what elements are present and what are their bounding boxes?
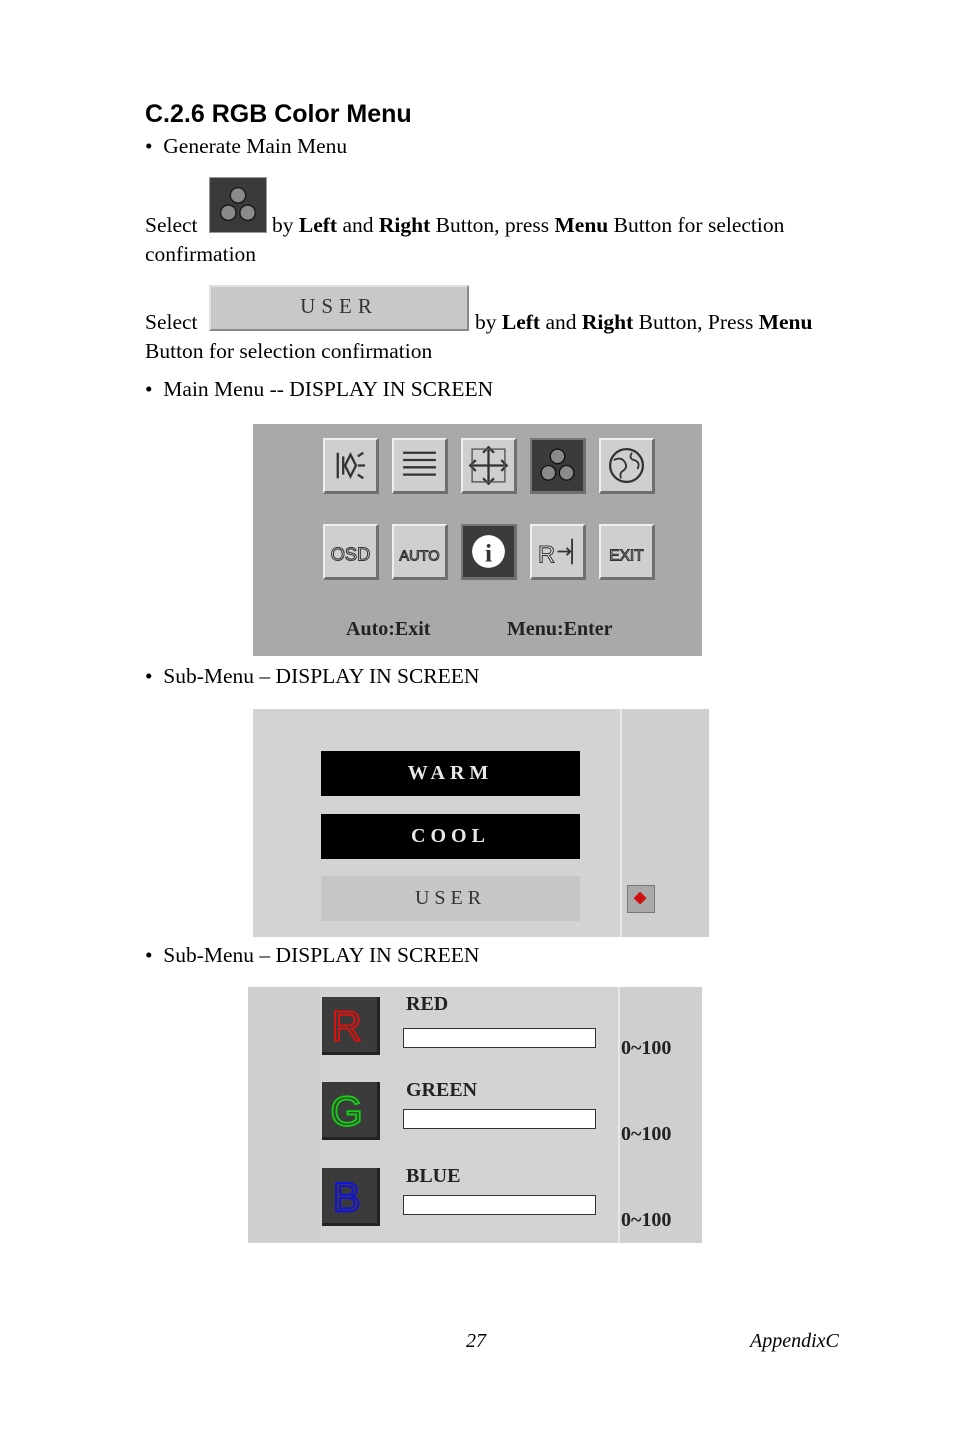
color-temperature-submenu — [253, 709, 707, 937]
word-right: Right — [378, 213, 431, 237]
info-icon — [461, 524, 517, 580]
bullet-text: Sub-Menu – DISPLAY IN SCREEN — [163, 943, 480, 967]
appendix-label: AppendixC — [750, 1330, 839, 1352]
green-label: GREEN — [406, 1079, 478, 1101]
contrast-lines-icon — [392, 438, 448, 494]
bullet-mark: • — [145, 377, 153, 401]
word-left: Left — [501, 310, 541, 334]
blue-channel-letter: B — [332, 1173, 361, 1221]
osd-icon-text: OSD — [330, 544, 371, 565]
blue-level-bar — [403, 1195, 596, 1215]
word-menu: Menu — [554, 213, 609, 237]
word-button-press: Button, press — [435, 213, 550, 237]
user-button-image: USER — [209, 285, 469, 331]
bullet-mark: • — [145, 134, 153, 158]
input-recall-icon — [530, 524, 586, 580]
bullet-main-menu — [145, 377, 493, 402]
word-button-for-selection: Button for selection — [613, 213, 785, 237]
green-channel-icon — [322, 1082, 380, 1140]
red-level-bar — [403, 1028, 596, 1048]
word-right: Right — [581, 310, 634, 334]
word-by: by — [475, 310, 497, 334]
bullet-mark: • — [145, 943, 153, 967]
instruction1-word-select: Select — [145, 213, 198, 237]
auto-icon — [392, 524, 448, 580]
green-channel-letter: G — [330, 1087, 363, 1135]
blue-label: BLUE — [406, 1165, 461, 1187]
bullet-generate-main-menu — [145, 134, 347, 159]
instruction2-word-select: Select — [145, 310, 198, 334]
word-left: Left — [298, 213, 338, 237]
exit-icon — [599, 524, 655, 580]
word-and: and — [342, 213, 374, 237]
blue-channel-icon — [322, 1168, 380, 1226]
instruction1-text — [272, 213, 784, 238]
rgb-color-icon — [530, 438, 586, 494]
word-button-press: Button, Press — [638, 310, 754, 334]
section-title: C.2.6 RGB Color Menu — [145, 100, 412, 128]
bullet-sub-menu-1 — [145, 664, 479, 689]
submenu-range-column — [618, 987, 702, 1243]
auto-icon-text: AUTO — [399, 548, 440, 565]
option-cool: COOL — [321, 814, 580, 859]
option-warm: WARM — [321, 751, 580, 796]
caption-menu-enter: Menu:Enter — [507, 618, 613, 640]
osd-icon — [323, 524, 379, 580]
main-menu-osd — [253, 424, 702, 656]
red-range: 0~100 — [621, 1037, 672, 1059]
word-and: and — [545, 310, 577, 334]
bullet-text: Sub-Menu – DISPLAY IN SCREEN — [163, 664, 480, 688]
language-globe-icon — [599, 438, 655, 494]
bullet-text: Main Menu -- DISPLAY IN SCREEN — [163, 377, 494, 401]
info-icon-text: i — [484, 538, 493, 568]
submenu-left-column — [248, 987, 320, 1243]
word-menu: Menu — [758, 310, 813, 334]
red-label: RED — [406, 993, 449, 1015]
caption-auto-exit: Auto:Exit — [346, 618, 431, 640]
instruction1-line2: confirmation — [145, 242, 257, 266]
red-channel-icon — [322, 997, 380, 1055]
position-arrows-icon — [461, 438, 517, 494]
page-number: 27 — [466, 1330, 486, 1352]
rgb-color-icon — [209, 177, 267, 233]
bullet-sub-menu-2 — [145, 943, 479, 968]
recall-icon-text: R — [538, 542, 556, 569]
word-by: by — [272, 213, 294, 237]
selection-marker-icon — [627, 885, 655, 913]
brightness-icon — [323, 438, 379, 494]
exit-icon-text: EXIT — [609, 547, 644, 565]
red-channel-letter: R — [331, 1002, 362, 1050]
option-user: USER — [321, 876, 580, 921]
instruction2-line2: Button for selection confirmation — [145, 339, 433, 363]
user-rgb-submenu — [248, 987, 700, 1243]
instruction2-text — [475, 310, 812, 335]
bullet-text: Generate Main Menu — [163, 134, 348, 158]
blue-range: 0~100 — [621, 1209, 672, 1231]
green-level-bar — [403, 1109, 596, 1129]
green-range: 0~100 — [621, 1123, 672, 1145]
bullet-mark: • — [145, 664, 153, 688]
